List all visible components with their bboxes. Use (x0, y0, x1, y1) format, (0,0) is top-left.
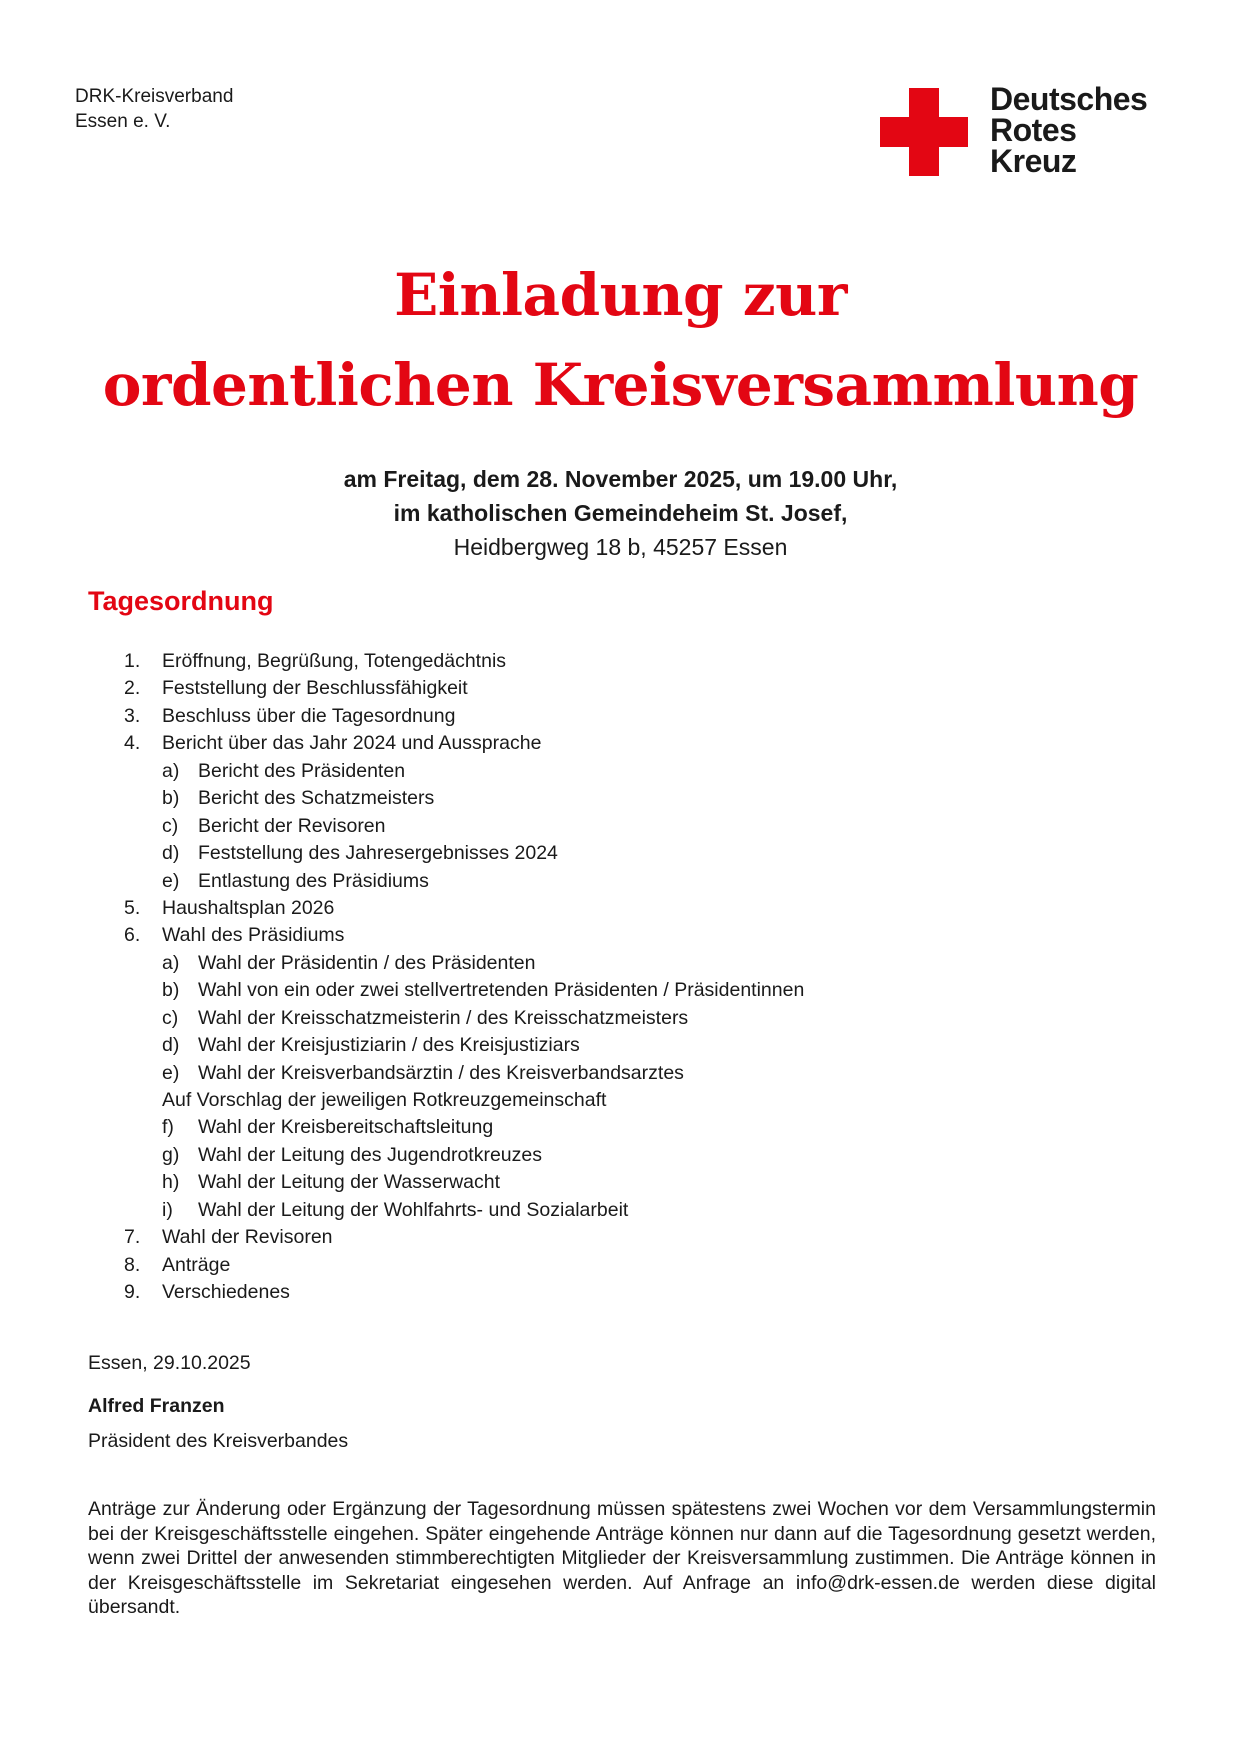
agenda-item-number: 8. (124, 1253, 141, 1276)
logo-line-2: Rotes (990, 112, 1077, 148)
agenda-subitem (0, 1114, 1241, 1141)
agenda-item (0, 730, 1241, 757)
agenda-list (0, 648, 1241, 1307)
agenda-subitem-text: Wahl der Kreisbereitschaftsleitung (198, 1116, 494, 1139)
agenda-item-number: 7. (124, 1226, 141, 1249)
agenda-subitem-letter: g) (162, 1143, 180, 1166)
agenda-subitem-letter: a) (162, 951, 180, 974)
title-line-2: ordentlichen Kreisversammlung (102, 351, 1139, 419)
agenda-subitem-text: Wahl der Kreisjustiziarin / des Kreisjustiziars (198, 1034, 580, 1057)
sender-line-1: DRK-Kreisverband (75, 86, 234, 107)
agenda-subitem-text: Wahl der Leitung des Jugendrotkreuzes (198, 1143, 542, 1166)
agenda-subitem (0, 977, 1241, 1004)
place-date: Essen, 29.10.2025 (88, 1352, 251, 1374)
agenda-subitem (0, 1032, 1241, 1059)
agenda-item-number: 5. (124, 896, 141, 919)
agenda-subitem-text: Wahl der Präsidentin / des Präsidenten (198, 951, 536, 974)
agenda-subitem-text: Bericht der Revisoren (198, 814, 386, 837)
agenda-item-text: Wahl der Revisoren (162, 1226, 333, 1249)
meeting-venue: im katholischen Gemeindeheim St. Josef, (393, 500, 848, 526)
agenda-item (0, 648, 1241, 675)
agenda-item-number: 9. (124, 1281, 141, 1304)
meeting-address: Heidbergweg 18 b, 45257 Essen (453, 534, 788, 560)
agenda-subitem-text: Bericht des Schatzmeisters (198, 787, 435, 810)
footnote-paragraph: Anträge zur Änderung oder Ergänzung der Tagesordnung müssen spätestens zwei Wochen vor dem Versammlungstermin bei der Kreisgeschäftsstelle eingehen. Später eingehende Anträge können nur dann auf die Tagesordnung gesetzt werden, wenn zwei Drittel der anwesenden stimmberechtigten Mitglieder der Kreisversammlung zustimmen. Die Anträge können in der Kreisgeschäftsstelle im Sekretariat eingesehen werden. Auf Anfrage an info@drk-essen.de werden diese digital übersandt. (88, 1498, 1156, 1618)
agenda-heading: Tagesordnung (88, 586, 274, 616)
agenda-item (0, 1252, 1241, 1279)
agenda-subitem (0, 840, 1241, 867)
agenda-item-text: Beschluss über die Tagesordnung (162, 704, 456, 727)
agenda-subitem (0, 1142, 1241, 1169)
meeting-date: am Freitag, dem 28. November 2025, um 19.00 Uhr, (343, 466, 898, 492)
agenda-subitem-letter: c) (162, 1006, 179, 1029)
signer-name: Alfred Franzen (88, 1395, 225, 1417)
agenda-subitem-letter: e) (162, 1061, 180, 1084)
agenda-note (0, 1087, 1241, 1114)
agenda-subitem-text: Wahl von ein oder zwei stellvertretenden Präsidenten / Präsidentinnen (198, 979, 805, 1002)
agenda-item-number: 1. (124, 650, 141, 672)
agenda-item-text: Wahl des Präsidiums (162, 924, 345, 947)
agenda-subitem (0, 950, 1241, 977)
agenda-subitem-letter: e) (162, 869, 180, 892)
agenda-item (0, 675, 1241, 702)
agenda-item-number: 6. (124, 924, 141, 947)
agenda-subitem (0, 1197, 1241, 1224)
agenda-item-number: 2. (124, 677, 141, 700)
agenda-subitem (0, 868, 1241, 895)
agenda-subitem (0, 758, 1241, 785)
agenda-subitem-text: Wahl der Kreisverbandsärztin / des Kreisverbandsarztes (198, 1061, 684, 1084)
agenda-subitem (0, 813, 1241, 840)
agenda-subitem-text: Wahl der Leitung der Wasserwacht (198, 1171, 501, 1194)
agenda-subitem-text: Entlastung des Präsidiums (198, 869, 429, 892)
drk-logo (880, 81, 1170, 180)
agenda-item-text: Eröffnung, Begrüßung, Totengedächtnis (162, 650, 507, 672)
document-title (0, 250, 1241, 430)
agenda-item-text: Anträge (162, 1253, 231, 1276)
agenda-subitem-text: Wahl der Leitung der Wohlfahrts- und Sozialarbeit (198, 1198, 629, 1221)
agenda-item-number: 3. (124, 704, 141, 727)
meeting-details (0, 462, 1241, 564)
agenda-item (0, 1279, 1241, 1306)
agenda-subitem-letter: a) (162, 759, 180, 782)
agenda-subitem-letter: d) (162, 842, 180, 865)
agenda-subitem-letter: i) (162, 1198, 173, 1221)
agenda-subitem (0, 785, 1241, 812)
agenda-subitem-letter: h) (162, 1171, 180, 1194)
agenda-subitem-text: Bericht des Präsidenten (198, 759, 406, 782)
agenda-subitem (0, 1060, 1241, 1087)
agenda-subitem-letter: c) (162, 814, 179, 837)
sender-address (75, 84, 233, 134)
title-line-1: Einladung zur (394, 261, 847, 329)
agenda-subitem-text: Wahl der Kreisschatzmeisterin / des Kreisschatzmeisters (198, 1006, 689, 1029)
agenda-note-text: Auf Vorschlag der jeweiligen Rotkreuzgemeinschaft (162, 1089, 607, 1111)
red-cross-icon (880, 88, 968, 176)
agenda-item (0, 895, 1241, 922)
agenda-item-text: Haushaltsplan 2026 (162, 896, 335, 919)
agenda-item-text: Feststellung der Beschlussfähigkeit (162, 677, 468, 700)
agenda-item-number: 4. (124, 732, 141, 755)
agenda-subitem-text: Feststellung des Jahresergebnisses 2024 (198, 842, 558, 865)
agenda-item (0, 703, 1241, 730)
logo-wordmark (990, 81, 1148, 179)
signer-role: Präsident des Kreisverbandes (88, 1430, 349, 1452)
agenda-subitem (0, 1005, 1241, 1032)
agenda-subitem-letter: b) (162, 787, 180, 810)
agenda-item-text: Bericht über das Jahr 2024 und Aussprache (162, 732, 542, 755)
agenda-subitem (0, 1169, 1241, 1196)
sender-line-2: Essen e. V. (75, 111, 171, 132)
agenda-subitem-letter: d) (162, 1034, 180, 1057)
logo-line-3: Kreuz (990, 143, 1077, 179)
agenda-item-text: Verschiedenes (162, 1281, 290, 1304)
agenda-item (0, 1224, 1241, 1251)
agenda-item (0, 922, 1241, 949)
agenda-subitem-letter: f) (162, 1116, 174, 1139)
agenda-subitem-letter: b) (162, 979, 180, 1002)
logo-line-1: Deutsches (990, 81, 1148, 117)
